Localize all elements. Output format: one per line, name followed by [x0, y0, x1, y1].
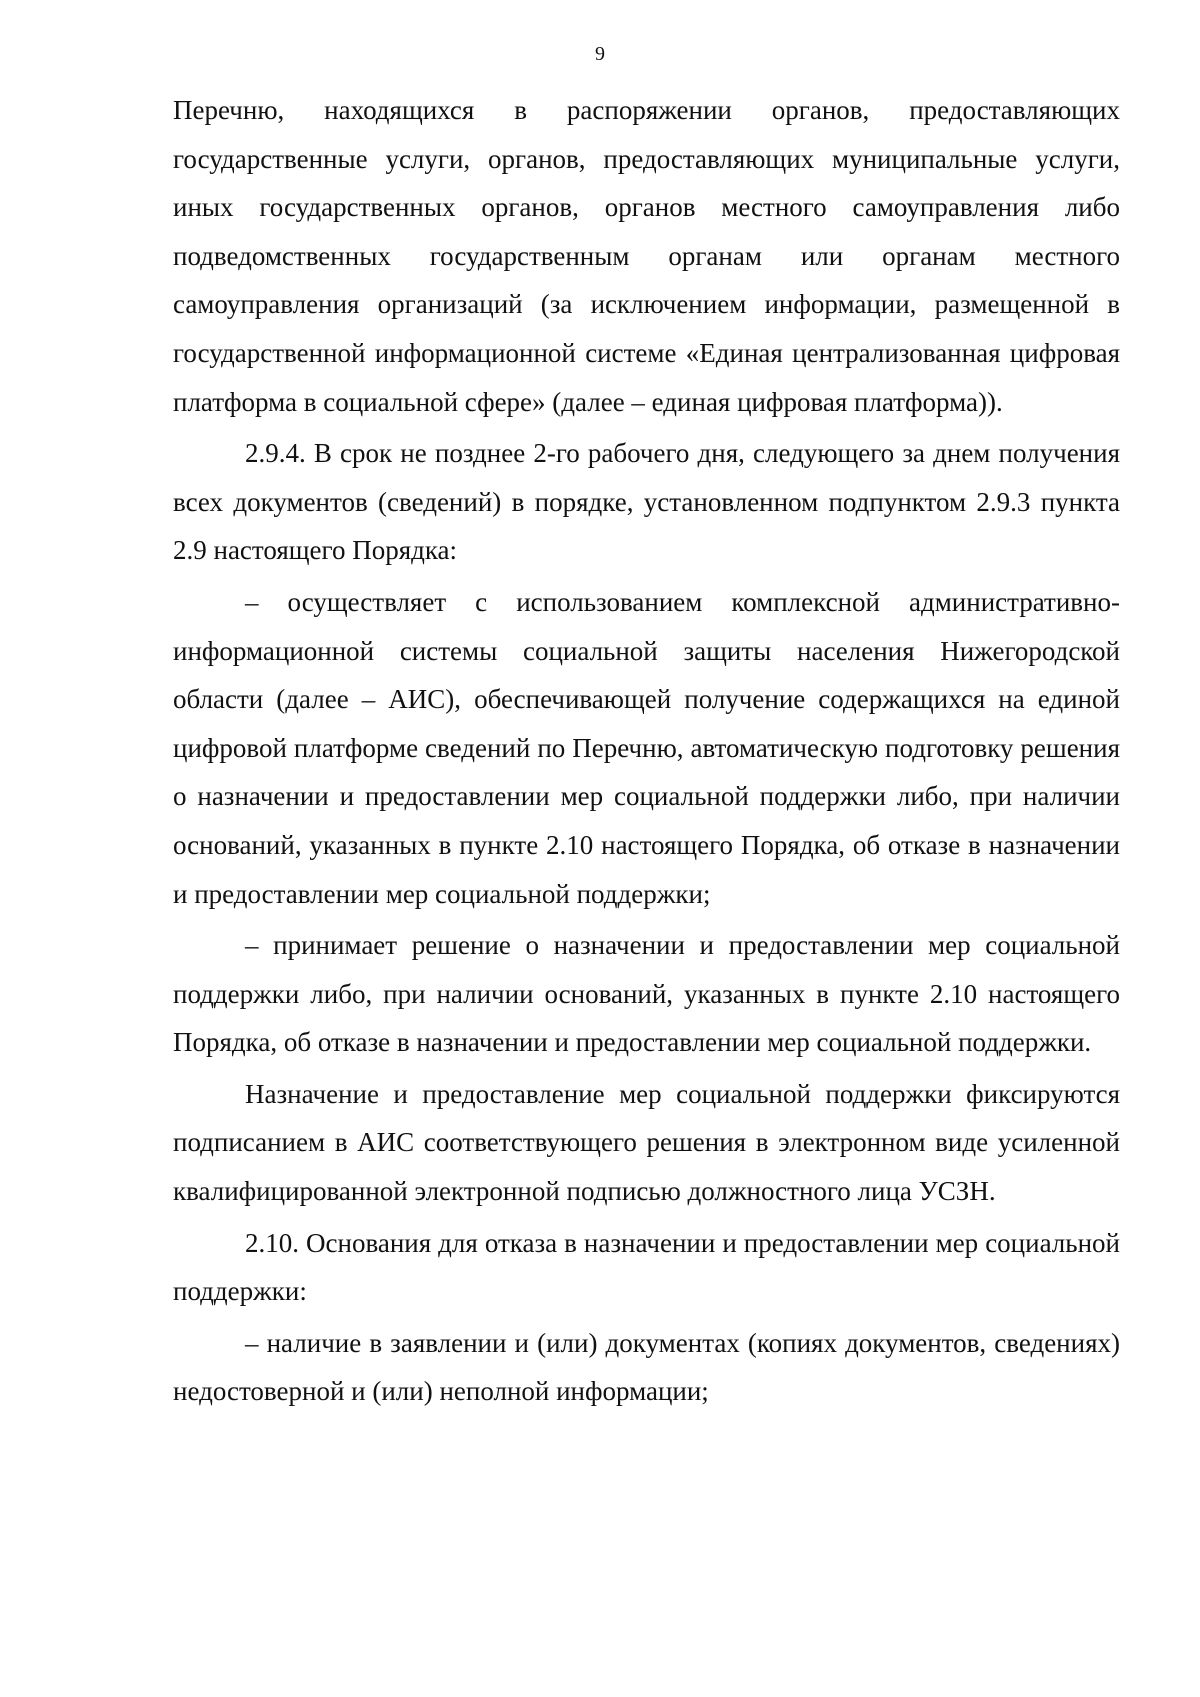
paragraph-continuation: Перечню, находящихся в распоряжении органов, предоставляющих государственные услуги, органов, предоставляющих муниципальные услуги, иных государственных органов, органов местного самоуправления либо подведомственных государственным органам или органам местного самоуправления организаций (за исключением информации, размещенной в государственной информационной системе «Единая централизованная цифровая платформа в социальной сфере» (далее – единая цифровая платформа)).	[173, 95, 1120, 417]
paragraph-refusal-ground: – наличие в заявлении и (или) документах (копиях документов, сведениях) недостоверной и (или) неполной информации;	[173, 1327, 1120, 1407]
paragraph-decision: – принимает решение о назначении и предоставлении мер социальной поддержки либо, при наличии оснований, указанных в пункте 2.10 настоящего Порядка, об отказе в назначении и предоставлении мер социальной поддержки.	[173, 930, 1120, 1058]
paragraph-2-9-4: 2.9.4. В срок не позднее 2-го рабочего дня, следующего за днем получения всех документов (сведений) в порядке, установленном подпунктом 2.9.3 пункта 2.9 настоящего Порядка:	[173, 438, 1120, 566]
page-number: 9	[595, 43, 605, 65]
paragraph-2-10: 2.10. Основания для отказа в назначении и предоставлении мер социальной поддержки:	[173, 1227, 1120, 1307]
paragraph-ais-preparation: – осуществляет с использованием комплексной административно-информационной системы социальной защиты населения Нижегородской области (далее – АИС), обеспечивающей получение содержащихся на единой цифровой платформе сведений по Перечню, автоматическую подготовку решения о назначении и предоставлении мер социальной поддержки либо, при наличии оснований, указанных в пункте 2.10 настоящего Порядка, об отказе в назначении и предоставлении мер социальной поддержки;	[173, 586, 1120, 909]
paragraph-signature: Назначение и предоставление мер социальной поддержки фиксируются подписанием в АИС соответствующего решения в электронном виде усиленной квалифицированной электронной подписью должностного лица УСЗН.	[173, 1078, 1120, 1207]
document-body	[173, 86, 1120, 1419]
